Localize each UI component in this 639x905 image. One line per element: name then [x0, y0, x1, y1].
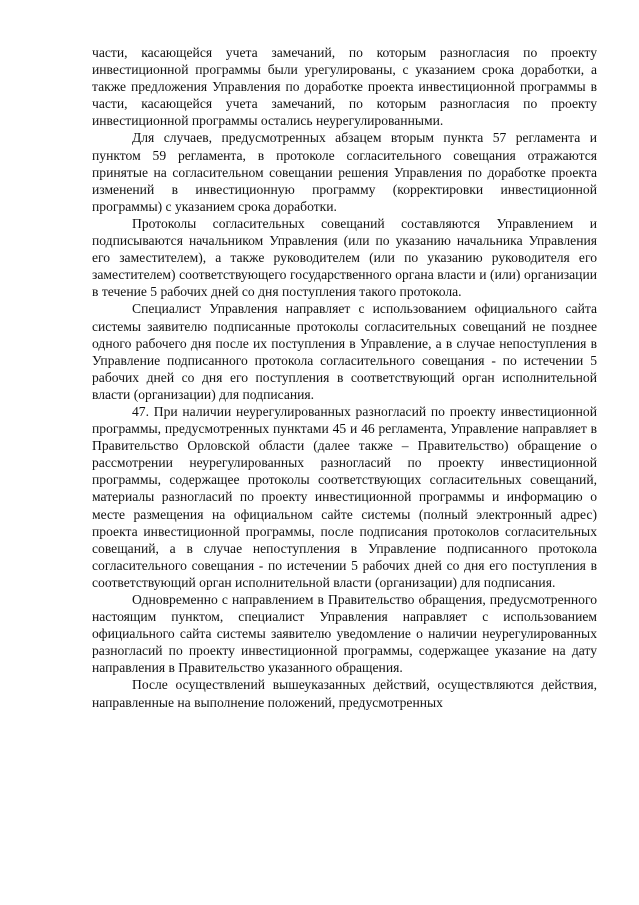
paragraph: части, касающейся учета замечаний, по которым разногласия по проекту инвестиционной программы были урегулированы, с указанием срока доработки, а также предложения Управления по доработке проекта инвестиционной программы в части, касающейся учета замечаний, по которым разногласия по проекту инвестиционной программы остались неурегулированными.: [92, 45, 597, 129]
paragraph: Для случаев, предусмотренных абзацем вторым пункта 57 регламента и пунктом 59 регламента, в протоколе согласительного совещания отражаются принятые на согласительном совещании решения Управления по доработке проекта изменений в инвестиционную программу (корректировки инвестиционной программы) с указанием срока доработки.: [92, 130, 597, 214]
paragraph: Протоколы согласительных совещаний составляются Управлением и подписываются начальником Управления (или по указанию начальника Управления его заместителем), а также руководителем (или по указанию руководителя его заместителем) соответствующего государственного органа власти и (или) организации в течение 5 рабочих дней со дня поступления такого протокола.: [92, 215, 597, 300]
paragraph: После осуществлений вышеуказанных действий, осуществляются действия, направленные на выполнение положений, предусмотренных: [92, 677, 597, 710]
paragraph-item-47: 47. При наличии неурегулированных разногласий по проекту инвестиционной программы, предусмотренных пунктами 45 и 46 регламента, Управление направляет в Правительство Орловской области (далее также – Правительство) обращение о рассмотрении неурегулированных разногласий по проекту инвестиционной программы, содержащее протоколы соответствующих согласительных совещаний, материалы разногласий по проекту инвестиционной программы и информацию о месте размещения на официальном сайте системы (полный электронный адрес) проекта инвестиционной программы, после подписания протоколов согласительных совещаний, а в случае непоступления в Управление подписанного протокола согласительного совещания - по истечении 5 рабочих дней со дня его поступления в соответствующий орган исполнительной власти (организации) для подписания.: [92, 403, 597, 590]
paragraph: Специалист Управления направляет с использованием официального сайта системы заявителю подписанные протоколы согласительных совещаний не позднее одного рабочего дня после их поступления в Управление, а в случае непоступления в Управление подписанного протокола согласительного совещания - по истечении 5 рабочих дней со дня его поступления в соответствующий орган исполнительной власти (организации) для подписания.: [92, 301, 597, 402]
document-body: [92, 44, 597, 711]
paragraph: Одновременно с направлением в Правительство обращения, предусмотренного настоящим пунктом, специалист Управления направляет с использованием официального сайта системы заявителю уведомление о наличии неурегулированных разногласий по проекту инвестиционной программы, содержащее указание на дату направления в Правительство указанного обращения.: [92, 592, 597, 676]
